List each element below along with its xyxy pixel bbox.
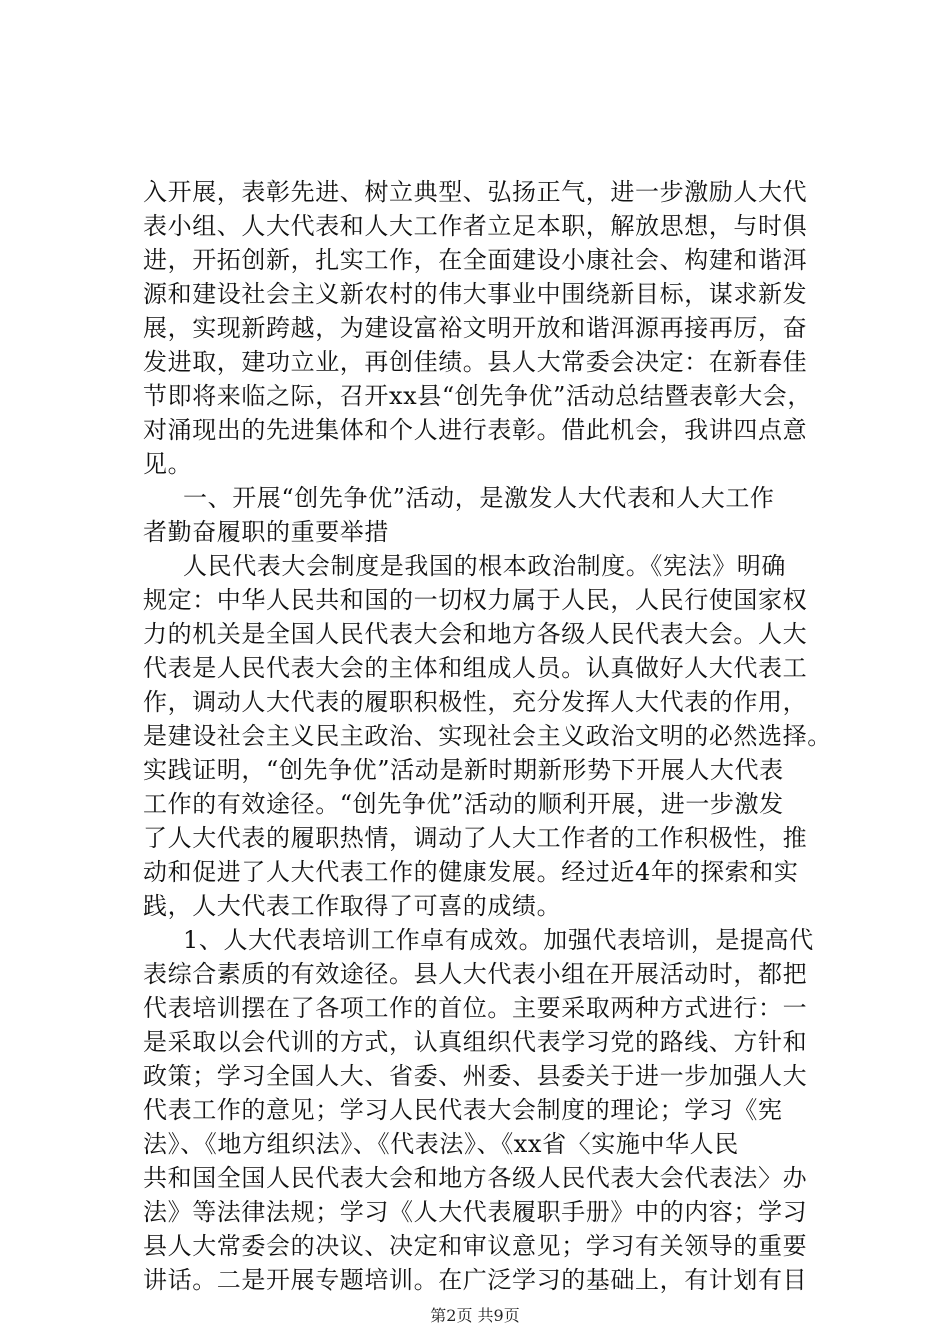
body-line: 源和建设社会主义新农村的伟大事业中围绕新目标，谋求新发 xyxy=(143,280,808,308)
body-line: 政策；学习全国人大、省委、州委、县委关于进一步加强人大 xyxy=(143,1062,808,1090)
body-line: 人民代表大会制度是我国的根本政治制度。《宪法》明确 xyxy=(183,552,786,580)
body-line: 动和促进了人大代表工作的健康发展。经过近4年的探索和实 xyxy=(143,858,799,886)
body-line: 进，开拓创新，扎实工作，在全面建设小康社会、构建和谐洱 xyxy=(143,246,808,274)
body-line: 规定：中华人民共和国的一切权力属于人民，人民行使国家权 xyxy=(143,586,808,614)
body-line: 法》等法律法规；学习《人大代表履职手册》中的内容；学习 xyxy=(143,1198,808,1226)
body-line: 入开展，表彰先进、树立典型、弘扬正气，进一步激励人大代 xyxy=(143,178,808,206)
body-line: 对涌现出的先进集体和个人进行表彰。借此机会，我讲四点意 xyxy=(143,416,808,444)
body-line: 法》、《地方组织法》、《代表法》、《xx省〈实施中华人民 xyxy=(143,1130,739,1158)
body-line: 作，调动人大代表的履职积极性，充分发挥人大代表的作用， xyxy=(143,688,808,716)
body-line: 工作的有效途径。“创先争优”活动的顺利开展，进一步激发 xyxy=(143,790,784,818)
body-line: 是建设社会主义民主政治、实现社会主义政治文明的必然选择。 xyxy=(143,722,832,750)
body-line: 1、人大代表培训工作卓有成效。加强代表培训，是提高代 xyxy=(183,926,814,954)
body-line: 是采取以会代训的方式，认真组织代表学习党的路线、方针和 xyxy=(143,1028,808,1056)
body-line: 讲话。二是开展专题培训。在广泛学习的基础上，有计划有目 xyxy=(143,1266,808,1294)
body-line: 见。 xyxy=(143,450,193,478)
body-line: 代表工作的意见；学习人民代表大会制度的理论；学习《宪 xyxy=(143,1096,783,1124)
body-line: 县人大常委会的决议、决定和审议意见；学习有关领导的重要 xyxy=(143,1232,808,1260)
body-line: 节即将来临之际，召开xx县“创先争优”活动总结暨表彰大会， xyxy=(143,382,813,410)
page-number-footer: 第2页 共9页 xyxy=(430,1306,520,1325)
body-line: 表综合素质的有效途径。县人大代表小组在开展活动时，都把 xyxy=(143,960,808,988)
body-line: 实践证明，“创先争优”活动是新时期新形势下开展人大代表 xyxy=(143,756,784,784)
body-line: 力的机关是全国人民代表大会和地方各级人民代表大会。人大 xyxy=(143,620,808,648)
body-line: 表小组、人大代表和人大工作者立足本职，解放思想，与时俱 xyxy=(143,212,808,240)
body-line: 共和国全国人民代表大会和地方各级人民代表大会代表法〉办 xyxy=(143,1164,808,1192)
body-line: 代表培训摆在了各项工作的首位。主要采取两种方式进行：一 xyxy=(143,994,808,1022)
body-line: 践，人大代表工作取得了可喜的成绩。 xyxy=(143,892,562,920)
body-line: 发进取，建功立业，再创佳绩。县人大常委会决定：在新春佳 xyxy=(143,348,808,376)
section-heading-line: 者勤奋履职的重要举措 xyxy=(143,518,389,546)
body-line: 展，实现新跨越，为建设富裕文明开放和谐洱源再接再厉，奋 xyxy=(143,314,808,342)
section-heading-line: 一、开展“创先争优”活动，是激发人大代表和人大工作 xyxy=(183,484,775,512)
body-line: 代表是人民代表大会的主体和组成人员。认真做好人大代表工 xyxy=(143,654,808,682)
body-line: 了人大代表的履职热情，调动了人大工作者的工作积极性，推 xyxy=(143,824,808,852)
